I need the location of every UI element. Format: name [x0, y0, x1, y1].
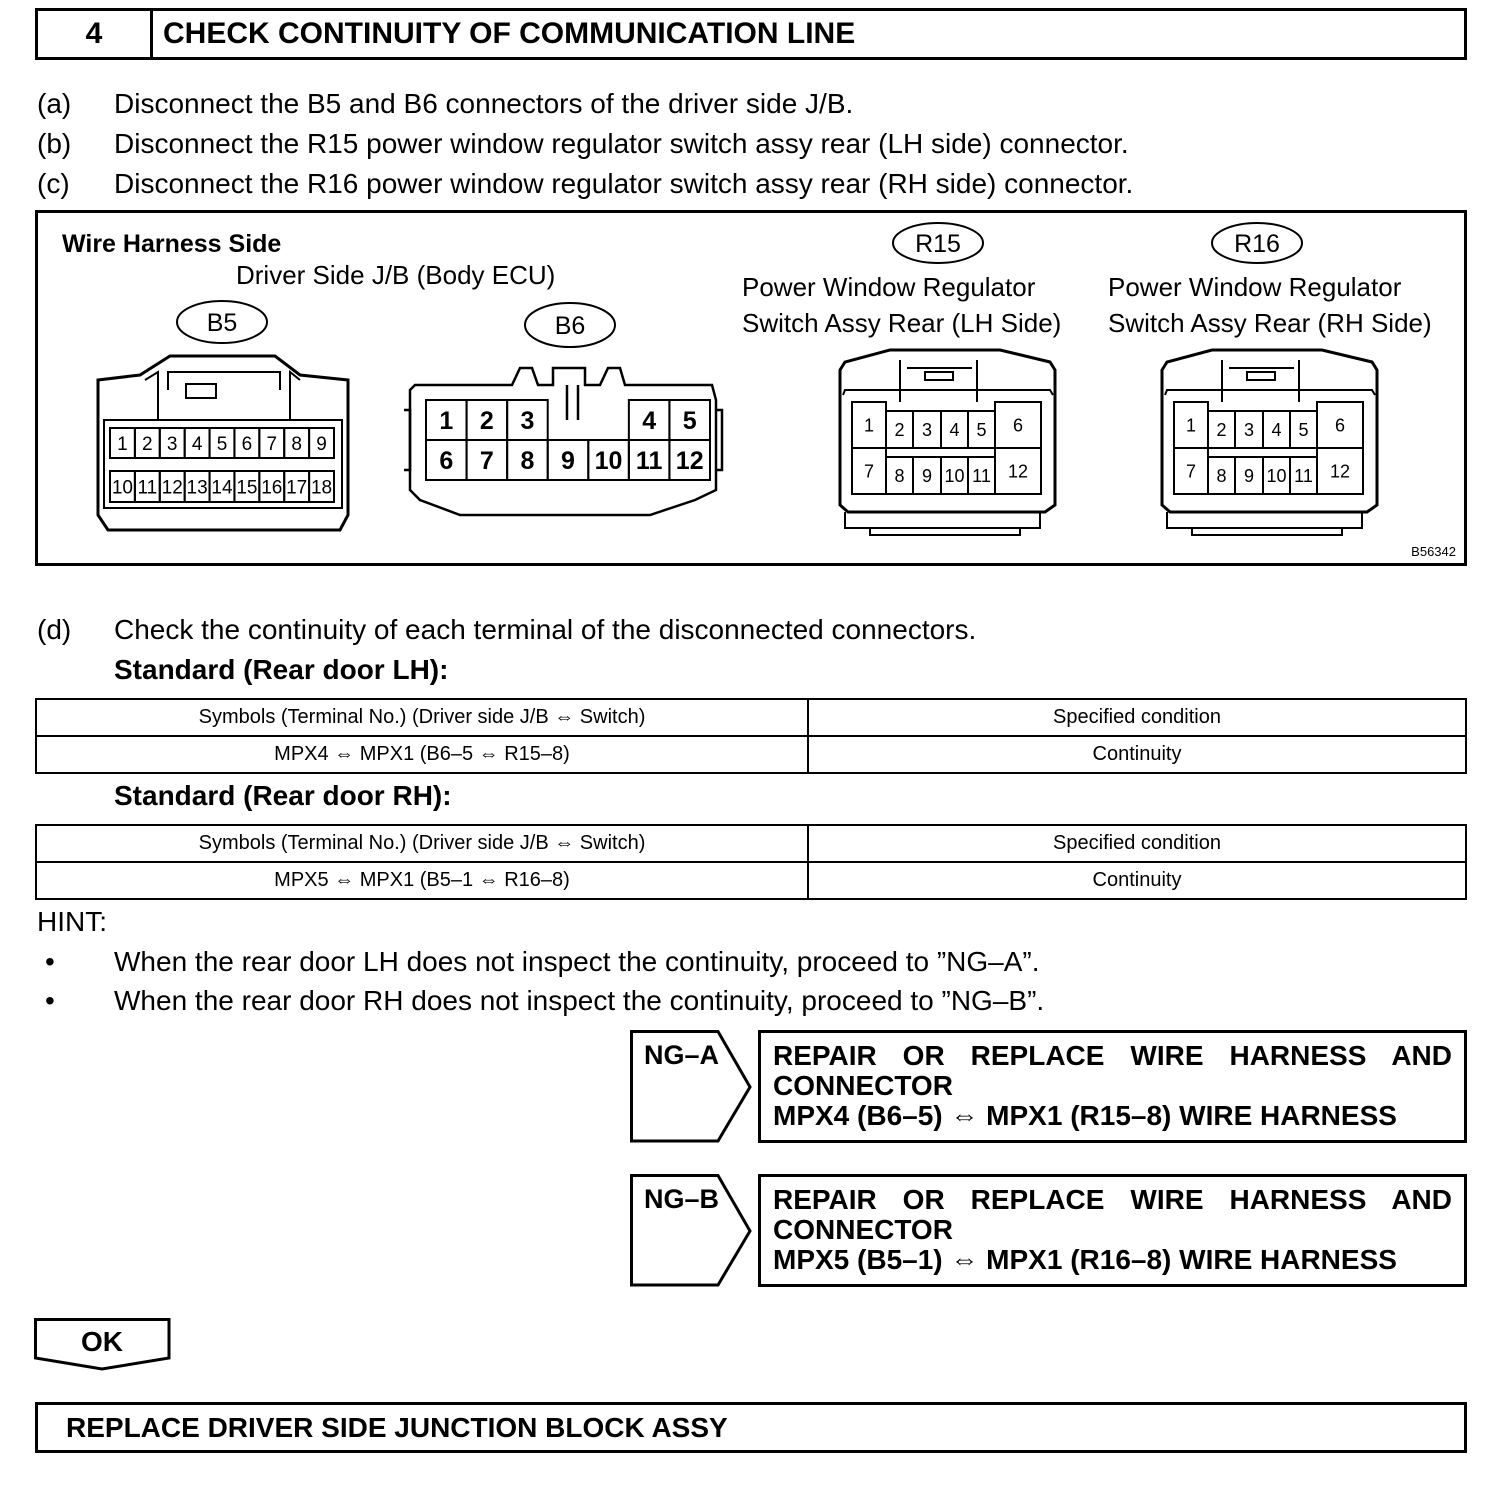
pin-number: 7 — [1185, 461, 1197, 482]
ok-label: OK — [81, 1326, 123, 1357]
jb-label: Driver Side J/B (Body ECU) — [236, 260, 556, 290]
pin-number: 7 — [266, 433, 278, 455]
step-label: (b) — [37, 128, 72, 159]
r15-desc-2: Switch Assy Rear (LH Side) — [742, 308, 1062, 338]
pin-number: 11 — [137, 477, 158, 499]
repair-line: CONNECTOR — [773, 1070, 953, 1101]
b5-name: B5 — [206, 309, 238, 337]
step-text: Disconnect the R16 power window regulator switch assy rear (RH side) connector. — [114, 168, 1134, 199]
table-header: Symbols (Terminal No.) (Driver side J/B ⇔ Switch) — [36, 699, 808, 736]
standard-rh-title: Standard (Rear door RH): — [114, 780, 452, 811]
pin-number: 7 — [863, 461, 875, 482]
hint-text: When the rear door RH does not inspect the continuity, proceed to ”NG–B”. — [114, 985, 1045, 1016]
pin-number: 8 — [291, 433, 302, 455]
pin-number: 11 — [972, 465, 991, 486]
b6-name: B6 — [554, 312, 586, 340]
table-row — [36, 862, 1466, 899]
ng-b-repair-box — [758, 1174, 1467, 1287]
standard-rh-table — [35, 824, 1467, 900]
table-cell: Continuity — [808, 862, 1466, 899]
table-cell: MPX4 ⇔ MPX1 (B6–5 ⇔ R15–8) — [36, 736, 808, 773]
r15-name: R15 — [915, 230, 961, 258]
repair-line: MPX5 (B5–1) ⇔ MPX1 (R16–8) WIRE HARNESS — [773, 1244, 1397, 1275]
step-text: Check the continuity of each terminal of the disconnected connectors. — [114, 614, 977, 645]
pin-number: 2 — [142, 433, 153, 455]
pin-number: 3 — [1243, 419, 1255, 440]
step-label: (a) — [37, 88, 72, 119]
b5-connector — [98, 356, 348, 530]
pin-number: 17 — [286, 477, 308, 499]
hint-title: HINT: — [37, 906, 107, 937]
pin-number: 13 — [186, 477, 208, 499]
pin-number: 12 — [1007, 461, 1029, 482]
pin-number: 2 — [1216, 419, 1227, 440]
step-number: 4 — [38, 11, 153, 57]
pin-number: 5 — [682, 407, 697, 435]
bullet-icon: • — [45, 985, 55, 1016]
hint-text: When the rear door LH does not inspect the continuity, proceed to ”NG–A”. — [114, 946, 1040, 977]
table-row — [36, 736, 1466, 773]
step-label: (c) — [37, 168, 70, 199]
pin-number: 10 — [594, 447, 623, 475]
standard-lh-title: Standard (Rear door LH): — [114, 654, 449, 685]
table-header: Specified condition — [808, 825, 1466, 862]
r16-desc-1: Power Window Regulator — [1108, 272, 1402, 302]
pin-number: 5 — [976, 419, 987, 440]
step-text: Disconnect the R15 power window regulator switch assy rear (LH side) connector. — [114, 128, 1129, 159]
repair-line: REPAIR OR REPLACE WIRE HARNESS AND — [773, 1184, 1452, 1215]
connector-diagram — [0, 0, 1504, 600]
pin-number: 4 — [191, 433, 203, 455]
r15-desc-1: Power Window Regulator — [742, 272, 1036, 302]
pin-number: 7 — [479, 447, 494, 475]
repair-line: CONNECTOR — [773, 1214, 953, 1245]
pin-number: 5 — [216, 433, 228, 455]
pin-number: 10 — [111, 477, 134, 499]
pin-number: 1 — [439, 407, 454, 435]
pin-number: 8 — [520, 447, 535, 475]
pin-number: 12 — [161, 477, 183, 499]
pin-number: 15 — [236, 477, 258, 499]
diagram-title: Wire Harness Side — [62, 230, 282, 258]
ng-a-label: NG–A — [644, 1040, 720, 1070]
pin-number: 1 — [117, 433, 128, 455]
table-cell: MPX5 ⇔ MPX1 (B5–1 ⇔ R16–8) — [36, 862, 808, 899]
final-step-box — [35, 1402, 1467, 1453]
r16-name: R16 — [1234, 230, 1280, 258]
pin-number: 1 — [1185, 415, 1197, 436]
pin-number: 3 — [921, 419, 933, 440]
pin-number: 18 — [310, 477, 333, 499]
step-title: CHECK CONTINUITY OF COMMUNICATION LINE — [163, 17, 856, 50]
table-header-row — [36, 699, 1466, 736]
pin-number: 10 — [1266, 465, 1287, 486]
pin-number: 14 — [211, 477, 233, 499]
step-label: (d) — [37, 614, 72, 645]
r16-desc-2: Switch Assy Rear (RH Side) — [1108, 308, 1432, 338]
pin-number: 4 — [949, 419, 960, 440]
pin-number: 6 — [1334, 415, 1346, 436]
pin-number: 3 — [166, 433, 178, 455]
pin-number: 5 — [1298, 419, 1309, 440]
pin-number: 4 — [642, 407, 657, 435]
pin-number: 12 — [1329, 461, 1351, 482]
table-header: Symbols (Terminal No.) (Driver side J/B ⇔ Switch) — [36, 825, 808, 862]
pin-number: 9 — [561, 447, 575, 475]
pin-number: 8 — [894, 465, 905, 486]
pin-number: 9 — [921, 465, 933, 486]
ng-b-label: NG–B — [644, 1184, 720, 1214]
repair-line: REPAIR OR REPLACE WIRE HARNESS AND — [773, 1040, 1452, 1071]
pin-number: 9 — [316, 433, 327, 455]
standard-lh-table — [35, 698, 1467, 774]
pin-number: 2 — [894, 419, 905, 440]
table-cell: Continuity — [808, 736, 1466, 773]
pin-number: 2 — [479, 407, 494, 435]
bullet-icon: • — [45, 946, 55, 977]
pin-number: 6 — [439, 447, 454, 475]
final-step-text: REPLACE DRIVER SIDE JUNCTION BLOCK ASSY — [66, 1412, 728, 1443]
b6-connector — [404, 368, 722, 515]
pin-number: 11 — [1294, 465, 1313, 486]
pin-number: 12 — [675, 447, 704, 475]
r16-connector — [1162, 350, 1377, 535]
pin-number: 4 — [1271, 419, 1282, 440]
repair-line: MPX4 (B6–5) ⇔ MPX1 (R15–8) WIRE HARNESS — [773, 1100, 1397, 1131]
pin-number: 16 — [261, 477, 283, 499]
pin-number: 1 — [863, 415, 875, 436]
pin-number: 10 — [944, 465, 965, 486]
pin-number: 3 — [520, 407, 535, 435]
pin-number: 8 — [1216, 465, 1227, 486]
r15-connector — [840, 350, 1055, 535]
pin-number: 6 — [241, 433, 253, 455]
pin-number: 11 — [635, 447, 663, 475]
ng-a-repair-box — [758, 1030, 1467, 1143]
table-header: Specified condition — [808, 699, 1466, 736]
figure-code: B56342 — [1411, 544, 1456, 559]
pin-number: 9 — [1243, 465, 1255, 486]
step-text: Disconnect the B5 and B6 connectors of the driver side J/B. — [114, 88, 854, 119]
pin-number: 6 — [1012, 415, 1024, 436]
table-header-row — [36, 825, 1466, 862]
